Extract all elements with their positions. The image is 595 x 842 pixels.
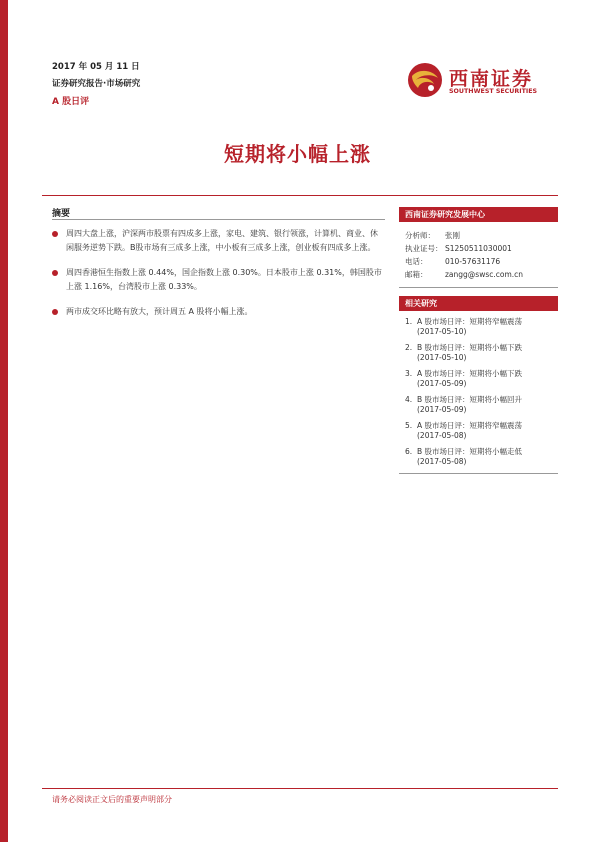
- footer-divider: [42, 788, 558, 789]
- contact-label: 电话：: [405, 257, 428, 266]
- contact-row: [405, 229, 552, 242]
- item-number: 1.: [405, 317, 413, 326]
- left-accent-bar: [0, 0, 8, 842]
- item-number: 3.: [405, 369, 413, 378]
- company-name-cn: 西南证券: [449, 68, 534, 90]
- item-number: 4.: [405, 395, 413, 404]
- contact-label: 执业证号：: [405, 244, 443, 253]
- item-number: 6.: [405, 447, 413, 456]
- bullet-icon: [52, 309, 58, 315]
- contact-label: 分析师：: [405, 231, 435, 240]
- contact-row: [405, 255, 552, 268]
- phone-number: 010-57631176: [445, 257, 501, 266]
- abstract-list: [52, 227, 385, 330]
- bullet-icon: [52, 231, 58, 237]
- item-date: (2017-05-10): [417, 327, 467, 336]
- item-date: (2017-05-10): [417, 353, 467, 362]
- report-date: 2017 年 05 月 11 日: [52, 62, 140, 72]
- abstract-text: 周四香港恒生指数上涨 0.44%，国企指数上涨 0.30%。日本股市上涨 0.31%，韩国股市上涨 1.16%，台湾股市上涨 0.33%。: [66, 268, 382, 291]
- abstract-item: [52, 266, 385, 294]
- item-title: B 股市场日评：短期将小幅走低: [417, 447, 523, 456]
- footer-disclaimer: 请务必阅读正文后的重要声明部分: [52, 795, 172, 804]
- bullet-icon: [52, 270, 58, 276]
- company-name-en: SOUTHWEST SECURITIES: [449, 88, 538, 95]
- abstract-divider: [52, 219, 385, 220]
- contact-row: [405, 268, 552, 281]
- abstract-item: [52, 305, 385, 319]
- item-date: (2017-05-08): [417, 457, 467, 466]
- sidebar-divider: [399, 287, 558, 288]
- license-number: S1250511030001: [445, 244, 512, 253]
- item-date: (2017-05-08): [417, 431, 467, 440]
- item-title: A 股市场日评：短期将窄幅震荡: [417, 421, 523, 430]
- related-research-item[interactable]: [405, 317, 552, 337]
- title-divider: [42, 195, 558, 196]
- item-date: (2017-05-09): [417, 405, 467, 414]
- item-number: 5.: [405, 421, 413, 430]
- related-research-item[interactable]: [405, 421, 552, 441]
- report-title: 短期将小幅上涨: [224, 142, 371, 166]
- related-research-item[interactable]: [405, 447, 552, 467]
- abstract-text: 周四大盘上涨，沪深两市股票有四成多上涨，家电、建筑、银行领涨，计算机、商业、休闲服务逆势下跌。B股市场有三成多上涨，中小板有三成多上涨，创业板有四成多上涨。: [66, 229, 378, 252]
- abstract-item: [52, 227, 385, 255]
- related-research-item[interactable]: [405, 343, 552, 363]
- sidebar: [399, 207, 558, 474]
- item-date: (2017-05-09): [417, 379, 467, 388]
- related-research-list: [399, 311, 558, 467]
- analyst-contact: [399, 222, 558, 281]
- contact-row: [405, 242, 552, 255]
- report-type: 证券研究报告·市场研究: [52, 79, 141, 89]
- related-research-item[interactable]: [405, 369, 552, 389]
- contact-label: 邮箱：: [405, 270, 428, 279]
- related-research-heading: 相关研究: [399, 296, 558, 311]
- abstract-heading: 摘要: [52, 209, 71, 219]
- item-number: 2.: [405, 343, 413, 352]
- company-logo: [407, 62, 557, 98]
- item-title: B 股市场日评：短期将小幅回升: [417, 395, 523, 404]
- item-title: A 股市场日评：短期将窄幅震荡: [417, 317, 523, 326]
- item-title: B 股市场日评：短期将小幅下跌: [417, 343, 523, 352]
- email-link[interactable]: zangg@swsc.com.cn: [445, 270, 524, 279]
- report-category: A 股日评: [52, 97, 90, 107]
- abstract-text: 两市成交环比略有放大，预计周五 A 股将小幅上涨。: [66, 307, 253, 316]
- item-title: A 股市场日评：短期将小幅下跌: [417, 369, 523, 378]
- research-center-heading: 西南证券研究发展中心: [399, 207, 558, 222]
- related-research-item[interactable]: [405, 395, 552, 415]
- analyst-name: 张刚: [445, 231, 460, 240]
- company-logo-icon: [407, 62, 443, 98]
- sidebar-divider: [399, 473, 558, 474]
